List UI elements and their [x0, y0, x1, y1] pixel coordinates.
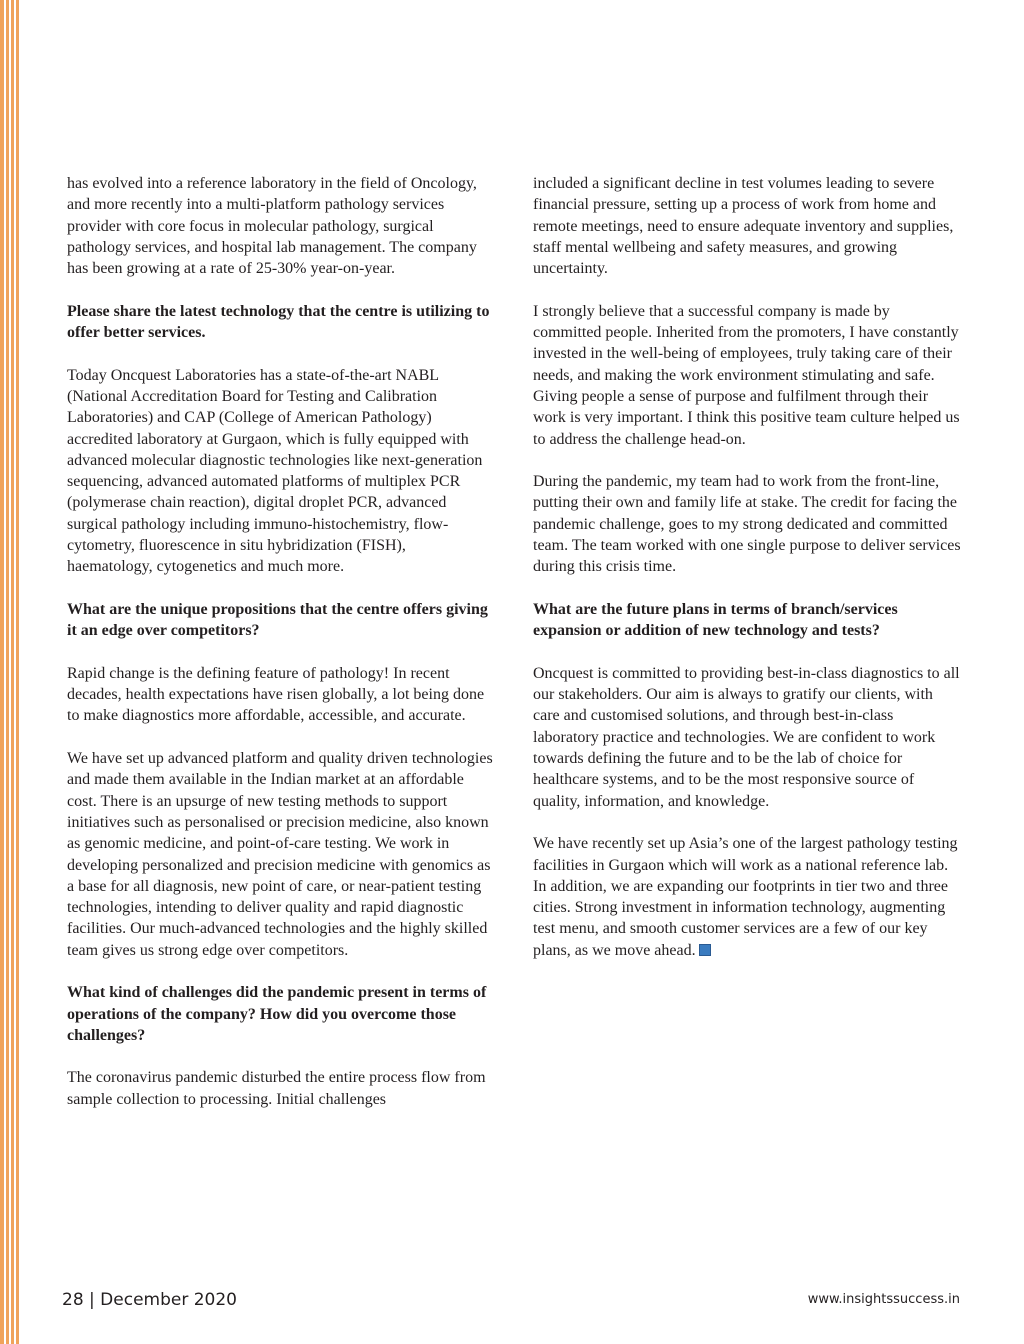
end-of-article-icon	[699, 944, 711, 956]
paragraph: Today Oncquest Laboratories has a state-of-the-art NABL (National Accreditation Board for Testing and Calibration Laboratories) and CAP (College of American Pathology) accredited laboratory at Gurgaon, which is fully equipped with advanced molecular diagnostic technologies like next-generation sequencing, advanced automated platforms of multiplex PCR (polymerase chain reaction), digital droplet PCR, advanced surgical pathology including immuno-histochemistry, flow-cytometry, fluorescence in situ hybridization (FISH), haematology, cytogenetics and much more.	[67, 366, 483, 576]
interview-question: What are the future plans in terms of branch/services expansion or addition of new technology and tests?	[533, 600, 898, 640]
paragraph: included a significant decline in test volumes leading to severe financial pressure, setting up a process of work from home and remote meetings, need to ensure adequate inventory and supplies, staff mental wellbeing and safety measures, and growing uncertainty.	[533, 175, 954, 278]
left-column	[67, 173, 495, 1131]
paragraph: During the pandemic, my team had to work from the front-line, putting their own and family life at stake. The credit for facing the pandemic challenge, goes to my strong dedicated and committed team. The team worked with one single purpose to deliver services during this crisis time.	[533, 473, 961, 576]
right-column	[533, 173, 961, 982]
paragraph: Oncquest is committed to providing best-in-class diagnostics to all our stakeholders. Our aim is always to gratify our clients, with care and customised solutions, and through best-in-class laboratory practice and technologies. We are confident to work towards defining the future and to be the lab of choice for healthcare systems, and to be the most responsive source of quality, information, and knowledge.	[533, 664, 960, 810]
page-number: 28 | December 2020	[62, 1290, 237, 1310]
paragraph-final	[533, 833, 961, 961]
paragraph: We have set up advanced platform and quality driven technologies and made them available in the Indian market at an affordable cost. There is an upsurge of new testing methods to support initiatives such as personalised or precision medicine, also known as genomic medicine, and point-of-care testing. We work in developing personalized and precision medicine with genomics as a base for all diagnosis, new point of care, or near-patient testing technologies, intending to deliver quality and rapid diagnostic facilities. Our much-advanced technologies and the highly skilled team gives us strong edge over competitors.	[67, 750, 493, 959]
stripe	[6, 0, 9, 1344]
paragraph: The coronavirus pandemic disturbed the entire process flow from sample collection to processing. Initial challenges	[67, 1069, 486, 1108]
interview-question: What are the unique propositions that the centre offers giving it an edge over competitors?	[67, 600, 488, 640]
paragraph: Rapid change is the defining feature of pathology! In recent decades, health expectations have risen globally, a lot being done to make diagnostics more affordable, accessible, and accurate.	[67, 664, 485, 725]
decorative-stripes	[0, 0, 22, 1344]
website-url: www.insightssuccess.in	[807, 1292, 960, 1307]
paragraph: has evolved into a reference laboratory in the field of Oncology, and more recently into a multi-platform pathology services provider with core focus in molecular pathology, surgical pathology services, and hospital lab management. The company has been growing at a rate of 25-30% year-on-year.	[67, 175, 477, 278]
stripe	[16, 0, 19, 1344]
paragraph: I strongly believe that a successful company is made by committed people. Inherited from the promoters, I have constantly invested in the well-being of employees, truly taking care of their needs, and making the work environment stimulating and safe. Giving people a sense of purpose and fulfilment through their work is very important. I think this positive team culture helped us to address the challenge head-on.	[533, 302, 960, 448]
stripe	[11, 0, 14, 1344]
stripe	[0, 0, 4, 1344]
interview-question: Please share the latest technology that the centre is utilizing to offer better services.	[67, 302, 490, 342]
paragraph-text: We have recently set up Asia’s one of the largest pathology testing facilities in Gurgaon which will work as a national reference lab. In addition, we are expanding our footprints in tier two and three cities. Strong investment in information technology, augmenting test menu, and smooth customer services are a few of our key plans, as we move ahead.	[533, 835, 958, 959]
interview-question: What kind of challenges did the pandemic present in terms of operations of the company? How did you overcome those challenges?	[67, 984, 487, 1044]
